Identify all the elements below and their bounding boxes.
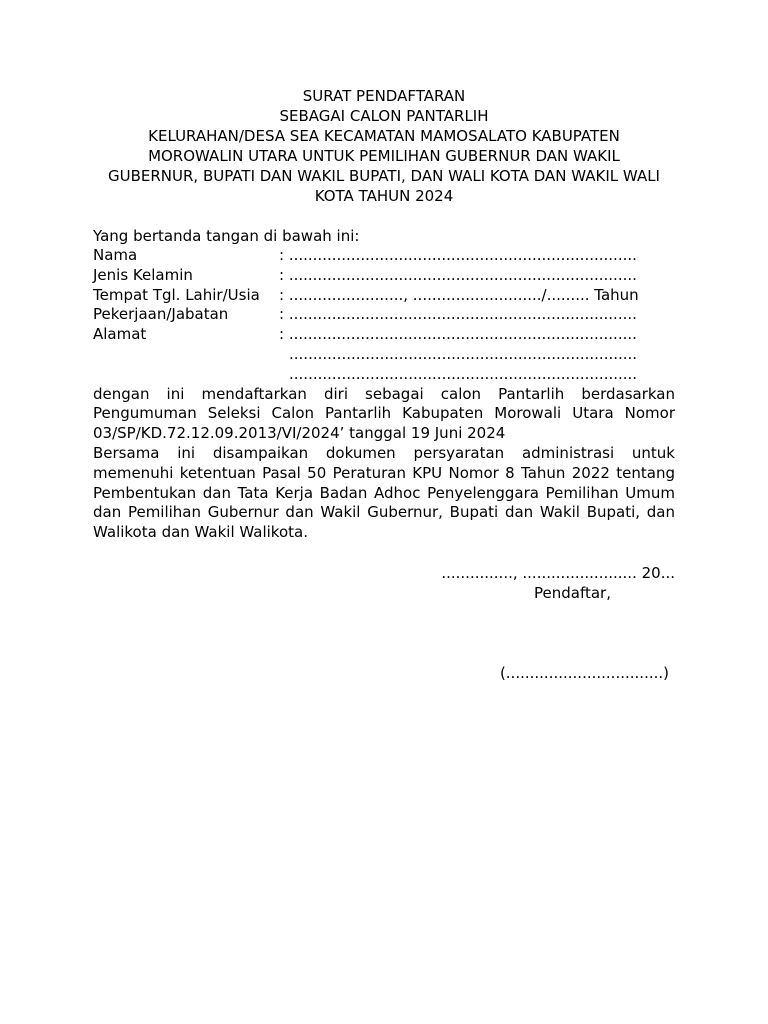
title-line: KOTA TAHUN 2024: [314, 187, 454, 205]
document-content: [93, 86, 675, 683]
field-blank[interactable]: : ........................, .........................../......... Tahun: [279, 285, 639, 304]
field-row-tempat-tgl-lahir: [93, 286, 675, 306]
field-row-alamat: [93, 325, 675, 345]
document-title: [93, 86, 675, 206]
field-label: Alamat: [93, 325, 147, 344]
field-label: Jenis Kelamin: [93, 265, 193, 284]
signature-role: Pendaftar,: [534, 583, 611, 602]
title-line: SEBAGAI CALON PANTARLIH: [279, 107, 489, 125]
field-label: Tempat Tgl. Lahir/Usia: [93, 285, 260, 304]
field-row-nama: [93, 246, 675, 266]
field-row-jenis-kelamin: [93, 266, 675, 286]
documents-paragraph: Bersama ini disampaikan dokumen persyaratan administrasi untuk memenuhi ketentuan Pasal 50 Peraturan KPU Nomor 8 Tahun 2022 tentang Pembentukan dan Tata Kerja Badan Adhoc Penyelenggara Pemilihan Umum dan Pemilihan Gubernur dan Wakil Gubernur, Bupati dan Wakil Bupati, dan Walikota dan Wakil Walikota.: [93, 443, 675, 542]
registration-paragraph: dengan ini mendaftarkan diri sebagai calon Pantarlih berdasarkan Pengumuman Seleksi Calon Pantarlih Kabupaten Morowali Utara Nomor 03/SP/KD.72.12.09.2013/VI/2024’ tanggal 19 Juni 2024: [93, 384, 675, 443]
intro-text: Yang bertanda tangan di bawah ini:: [93, 227, 360, 245]
address-continuation-row: [93, 365, 675, 385]
form-fields: [93, 246, 675, 385]
field-label: Nama: [93, 246, 138, 264]
signature-date[interactable]: ..............., ........................ 20...: [441, 563, 675, 582]
field-blank[interactable]: : .........................................................................: [279, 305, 637, 324]
title-line: MOROWALIN UTARA UNTUK PEMILIHAN GUBERNUR DAN WAKIL: [148, 147, 620, 165]
field-blank[interactable]: .........................................................................: [289, 364, 638, 383]
field-row-pekerjaan: [93, 305, 675, 325]
title-line: SURAT PENDAFTARAN: [302, 87, 466, 105]
field-label: Pekerjaan/Jabatan: [93, 305, 229, 324]
field-blank[interactable]: : .........................................................................: [279, 246, 637, 264]
title-line: KELURAHAN/DESA SEA KECAMATAN MAMOSALATO KABUPATEN: [148, 127, 620, 145]
field-blank[interactable]: : .........................................................................: [279, 265, 637, 284]
signature-name[interactable]: (.................................): [499, 663, 669, 682]
field-blank[interactable]: .........................................................................: [289, 344, 638, 363]
title-line: GUBERNUR, BUPATI DAN WAKIL BUPATI, DAN WALI KOTA DAN WAKIL WALI: [108, 167, 660, 185]
field-blank[interactable]: : .........................................................................: [279, 325, 637, 344]
address-continuation-row: [93, 345, 675, 365]
